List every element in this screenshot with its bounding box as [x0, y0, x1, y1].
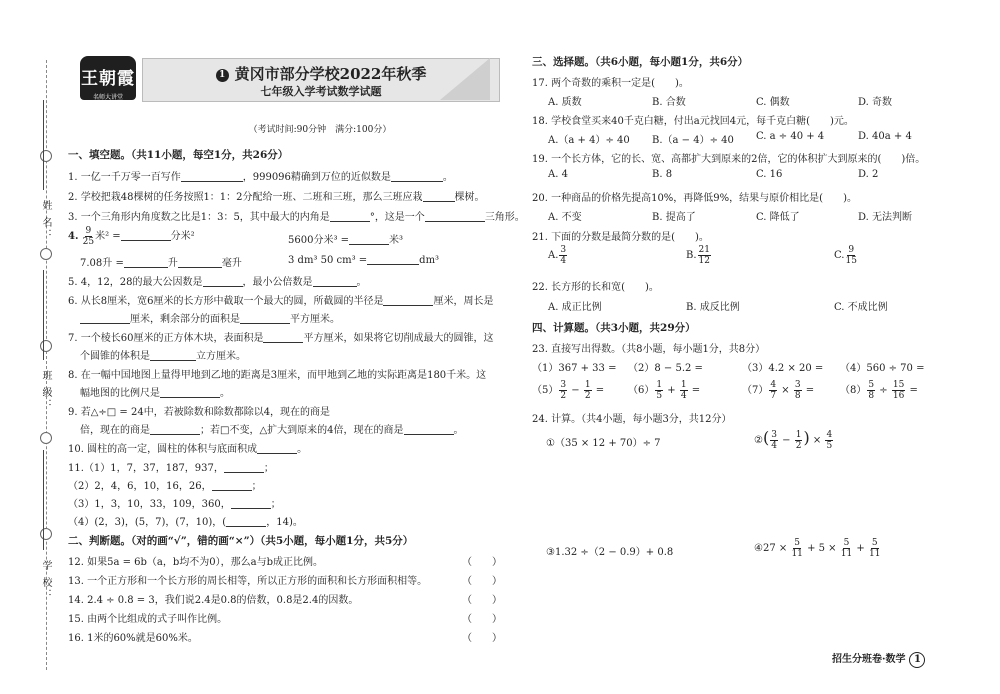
q19-option-a[interactable]: A. 4: [548, 169, 568, 180]
name-label: 姓 名：: [40, 200, 51, 242]
q4d-unit: dm³: [419, 255, 440, 266]
seal-circle: [40, 432, 52, 444]
q11-4-text: （4）(2，3)，(5，7)，(7，10)，(: [68, 517, 227, 528]
q1-blank-1[interactable]: [181, 171, 243, 182]
numerator: 5: [871, 538, 878, 548]
q7-text-d: 立方厘米。: [196, 351, 246, 362]
q6-text-b: 厘米，周长是: [433, 296, 494, 307]
question-2: [68, 188, 485, 203]
fraction: [845, 245, 856, 266]
denominator: 5: [656, 391, 663, 401]
calc-3: （3）4.2 × 20 =: [742, 363, 824, 374]
semicolon: ；: [251, 481, 262, 492]
calc-text: + 5 ×: [807, 543, 837, 554]
seal-circle: [40, 340, 52, 352]
q22-option-b[interactable]: B. 成反比例: [686, 302, 740, 313]
question-11-1: [68, 459, 274, 474]
q10-text: 10. 圆柱的高一定，圆柱的体积与底面积成: [68, 444, 258, 455]
denominator: 11: [791, 549, 803, 559]
q5-blank-1[interactable]: [203, 276, 243, 287]
school-field[interactable]: [43, 450, 44, 550]
seal-circle: [40, 248, 52, 260]
question-22: 22. 长方形的长和宽( )。: [532, 282, 659, 293]
q7-text-c: 个圆锥的体积是: [80, 351, 150, 362]
question-8: [68, 366, 486, 381]
denominator: 11: [840, 549, 853, 559]
numerator: 5: [868, 380, 875, 390]
question-11-3: [68, 495, 281, 510]
numerator: 3: [560, 380, 567, 390]
question-1: [68, 168, 453, 183]
q20-option-b[interactable]: B. 提高了: [652, 212, 696, 223]
question-21: 21. 下面的分数是最简分数的是( )。: [532, 232, 709, 243]
exam-title-text: 黄冈市部分学校2022年秋季: [234, 65, 427, 83]
denominator: 8: [868, 391, 875, 401]
question-23: 23. 直接写出得数。（共8小题，每小题1分，共8分）: [532, 344, 766, 355]
q3-blank-2[interactable]: [425, 211, 485, 222]
q2-text: 2. 学校把栽48棵树的任务按照1：1：2分配给一班、二班和三班，那么三班应栽: [68, 192, 423, 203]
calc-label: ②: [754, 435, 763, 446]
q20-option-d[interactable]: D. 无法判断: [858, 212, 913, 223]
footer-text: 招生分班卷·数学: [832, 654, 906, 665]
q22-option-c[interactable]: C. 不成比例: [834, 302, 888, 313]
fraction: [791, 538, 802, 559]
question-10: [68, 440, 307, 455]
numerator: 4: [770, 380, 777, 390]
compute-1: ①（35 × 12 + 70）÷ 7: [546, 438, 661, 449]
q18-option-c[interactable]: C. a ÷ 40 + 4: [756, 131, 825, 142]
binding-strip: [0, 0, 60, 694]
q2-blank[interactable]: [423, 191, 455, 202]
denominator: 5: [826, 441, 833, 451]
denominator: 8: [794, 391, 801, 401]
question-18: 18. 学校食堂买来40千克白糖，付出a元找回4元，每千克白糖( )元。: [532, 116, 854, 127]
question-7-cont: [80, 347, 246, 362]
q17-option-a[interactable]: A. 质数: [548, 97, 582, 108]
paper-number-badge: 1: [216, 69, 229, 82]
numerator: 3: [771, 430, 777, 440]
q7-text-b: 平方厘米，如果将它切削成最大的圆锥，这: [303, 333, 494, 344]
q8-text: 8. 在一幅中国地图上量得甲地到乙地的距离是3厘米，而甲地到乙地的实际距离是180千米。这: [68, 370, 487, 381]
question-17: 17. 两个奇数的乘积一定是( )。: [532, 78, 689, 89]
fraction: [825, 430, 833, 451]
calc-8: （8） $\frac{5}{8}$ ÷ $\frac{15}{16}$ =: [840, 380, 918, 401]
q19-option-b[interactable]: B. 8: [652, 169, 673, 180]
q5-text-b: ，最小公倍数是: [242, 277, 313, 288]
denominator: 2: [795, 441, 802, 451]
numerator: 4: [826, 430, 833, 440]
fraction: [559, 245, 567, 266]
q17-option-d[interactable]: D. 奇数: [858, 97, 893, 108]
exam-info: （考试时间:90分钟 满分:100分）: [248, 125, 392, 135]
question-6-cont: [80, 310, 340, 325]
judge-answer-13[interactable]: （ ）: [462, 576, 502, 587]
section-3-title: 三、选择题。（共6小题，每小题1分，共6分）: [532, 56, 749, 68]
q4d-blank[interactable]: [367, 254, 419, 265]
q11-2-blank[interactable]: [212, 480, 252, 491]
q6-blank-3[interactable]: [240, 313, 290, 324]
judge-item-14: 14. 2.4 ÷ 0.8 = 3，我们说2.4是0.8的倍数，0.8是2.4的因数。: [68, 595, 359, 606]
q11-1-text: 11.（1）1，7，37，187，937，: [68, 463, 224, 474]
compute-2: ②( $\frac{3}{4}$ − $\frac{1}{2}$ ) × $\frac{4}{5}$: [754, 428, 833, 451]
q11-4-text-b: ，14)。: [266, 517, 303, 528]
q21-option-a[interactable]: [548, 245, 568, 266]
q19-option-c[interactable]: C. 16: [756, 169, 783, 180]
question-24: 24. 计算。（共4小题，每小题3分，共12分）: [532, 414, 732, 425]
calc-label: （8）: [840, 385, 867, 396]
publisher-logo: [80, 56, 136, 100]
calc-7: （7） $\frac{4}{7}$ × $\frac{3}{8}$ =: [742, 380, 815, 401]
section-2-title: 二、判断题。（对的画“√”，错的画“×”）（共5小题，每小题1分，共5分）: [68, 535, 414, 547]
fraction: [698, 245, 711, 266]
q7-text: 7. 一个棱长60厘米的正方体木块，表面积是: [68, 333, 264, 344]
q11-3-blank[interactable]: [231, 498, 271, 509]
calc-text: ④27 ×: [754, 543, 788, 554]
calc-2: （2）8 − 5.2 =: [628, 363, 703, 374]
q7-blank-2[interactable]: [150, 350, 196, 361]
semicolon: ；: [263, 463, 274, 474]
question-4c: [80, 254, 242, 269]
q4c-unit-1: 升: [167, 258, 178, 269]
denominator: 2: [560, 391, 567, 401]
calc-1: （1）367 + 33 =: [532, 363, 617, 374]
question-11-4: [68, 513, 303, 528]
seal-circle: [40, 528, 52, 540]
q4c-blank-1[interactable]: [124, 257, 168, 268]
judge-answer-12[interactable]: （ ）: [462, 557, 502, 568]
q20-option-a[interactable]: A. 不变: [548, 212, 582, 223]
q5-blank-2[interactable]: [313, 276, 357, 287]
question-19: 19. 一个长方体，它的长、宽、高都扩大到原来的2倍，它的体积扩大到原来的( )倍。: [532, 154, 926, 165]
calc-6: （6） $\frac{1}{5}$ + $\frac{1}{4}$ =: [628, 380, 701, 401]
q21-option-b[interactable]: [686, 245, 712, 266]
q6-text-c: 厘米，剩余部分的面积是: [130, 314, 240, 325]
q9-blank-3[interactable]: [404, 424, 454, 435]
section-1-title: 一、填空题。（共11小题，每空1分，共26分）: [68, 149, 289, 161]
semicolon: ；: [270, 499, 281, 510]
q1-blank-2[interactable]: [391, 171, 443, 182]
question-20: 20. 一种商品的价格先提高10%，再降低9%，结果与原价相比是( )。: [532, 193, 857, 204]
q9-text: 9. 若△÷□ = 24中，若被除数和除数都除以4，现在的商是: [68, 407, 331, 418]
question-4b: [288, 231, 403, 246]
q19-option-d[interactable]: D. 2: [858, 169, 879, 180]
question-3: [68, 208, 525, 223]
option-label: B.: [686, 250, 697, 261]
q11-4-blank[interactable]: [226, 516, 266, 527]
question-4a: [68, 226, 195, 247]
exam-subtitle: 七年级入学考试数学试题: [260, 85, 382, 98]
q4-number: 4.: [68, 231, 79, 242]
q4a-text: 米² =: [95, 231, 121, 242]
q9-blank-2[interactable]: [150, 424, 200, 435]
class-label: 班 级：: [40, 370, 51, 412]
q2-text-b: 棵树。: [454, 192, 485, 203]
fraction: [892, 380, 905, 401]
judge-item-13: 13. 一个正方形和一个长方形的周长相等，所以正方形的面积和长方形面积相等。: [68, 576, 428, 587]
q8-blank[interactable]: [160, 387, 220, 398]
q4b-blank[interactable]: [349, 234, 389, 245]
option-label: C.: [834, 250, 845, 261]
numerator: 1: [656, 380, 663, 390]
q5-text-c: 。: [356, 277, 367, 288]
q17-option-b[interactable]: B. 合数: [652, 97, 686, 108]
fraction: [559, 380, 567, 401]
page-footer: [832, 650, 925, 668]
q9-blank-1-wrap: [355, 403, 356, 415]
q11-3-text: （3）1，3，10，33，109，360，: [68, 499, 231, 510]
fraction: [655, 380, 663, 401]
class-field[interactable]: [43, 270, 44, 360]
question-6: [68, 292, 493, 307]
q18-option-b[interactable]: B.（a − 4）÷ 40: [652, 135, 734, 146]
calc-text: +: [856, 543, 865, 554]
question-5: [68, 273, 367, 288]
judge-answer-16[interactable]: （ ）: [462, 633, 502, 644]
q18-option-d[interactable]: D. 40a + 4: [858, 131, 912, 142]
question-9-cont: [80, 421, 464, 436]
q4a-unit: 分米²: [170, 231, 195, 242]
q4c-text: 7.08升 =: [80, 258, 124, 269]
numerator: 1: [795, 430, 802, 440]
fraction: [795, 430, 803, 451]
paren-open: (: [762, 428, 770, 447]
q21-option-c[interactable]: [834, 245, 858, 266]
q5-text: 5. 4，12，28的最大公因数是: [68, 277, 203, 288]
school-label: 学 校：: [40, 560, 51, 602]
q3-text-b: °，这是一个: [369, 212, 425, 223]
q4c-blank-2[interactable]: [178, 257, 222, 268]
q18-option-a[interactable]: A.（a + 4）÷ 40: [548, 135, 630, 146]
paren-close: ): [803, 428, 810, 447]
judge-item-12: 12. 如果5a = 6b（a，b均不为0），那么a与b成正比例。: [68, 557, 323, 568]
q6-blank-2[interactable]: [80, 313, 130, 324]
compute-4: [754, 538, 881, 559]
q8-text-b: 幅地图的比例尺是: [80, 388, 160, 399]
name-field[interactable]: [43, 100, 44, 190]
denominator: 7: [770, 391, 777, 401]
calc-5: （5） $\frac{3}{2}$ − $\frac{1}{2}$ =: [532, 380, 605, 401]
section-4-title: 四、计算题。（共3小题，共29分）: [532, 322, 696, 334]
q4a-blank[interactable]: [121, 230, 171, 241]
numerator: 1: [680, 380, 687, 390]
denominator: 4: [771, 441, 777, 451]
q4c-unit-2: 毫升: [221, 258, 242, 269]
numerator: 5: [794, 538, 801, 548]
logo-text: 王朝霞: [81, 69, 135, 89]
fraction: [83, 226, 94, 247]
denominator: 12: [698, 256, 710, 266]
option-label: A.: [548, 250, 559, 261]
fraction: [680, 380, 688, 401]
q17-option-c[interactable]: C. 偶数: [756, 97, 790, 108]
q6-text-d: 平方厘米。: [290, 314, 340, 325]
calc-label: （7）: [742, 385, 769, 396]
q1-text: 1. 一亿一千万零一百写作: [68, 172, 181, 183]
question-7: [68, 329, 493, 344]
judge-answer-15[interactable]: （ ）: [462, 614, 502, 625]
fraction: [770, 430, 778, 451]
q1-text-b: ，999096精确到万位的近似数是: [242, 172, 391, 183]
q9-text-c: 倍，现在的商是: [80, 425, 150, 436]
q20-option-c[interactable]: C. 降低了: [756, 212, 800, 223]
q22-option-a[interactable]: A. 成正比例: [548, 302, 602, 313]
judge-item-15: 15. 由两个比组成的式子叫作比例。: [68, 614, 228, 625]
seal-circle: [40, 150, 52, 162]
numerator: 1: [584, 380, 591, 390]
q9-text-e: 。: [453, 425, 464, 436]
question-9: [68, 403, 330, 418]
fraction: [769, 380, 777, 401]
q11-2-text: （2）2，4，6，10，16，26，: [68, 481, 212, 492]
denominator: 16: [892, 391, 905, 401]
compute-3: ③1.32 ÷（2 − 0.9）+ 0.8: [546, 547, 674, 558]
q3-text-c: 三角形。: [484, 212, 525, 223]
numerator: 21: [698, 245, 710, 255]
question-4d: [288, 254, 439, 266]
denominator: 4: [560, 256, 567, 266]
q4b-text: 5600分米³ =: [288, 235, 350, 246]
numerator: 5: [843, 538, 850, 548]
numerator: 3: [794, 380, 801, 390]
fraction: [867, 380, 875, 401]
denominator: 2: [584, 391, 591, 401]
q7-blank-1[interactable]: [263, 332, 303, 343]
calc-label: （5）: [532, 385, 559, 396]
question-8-cont: [80, 384, 230, 399]
q3-text: 3. 一个三角形内角度数之比是1：3：5，其中最大的内角是: [68, 212, 330, 223]
fraction: [584, 380, 592, 401]
numerator: 9: [85, 226, 92, 236]
q4b-unit: 米³: [389, 235, 404, 246]
q8-text-c: 。: [220, 388, 230, 399]
q10-blank[interactable]: [257, 443, 297, 454]
denominator: 11: [868, 549, 881, 559]
q6-blank-1[interactable]: [383, 295, 433, 306]
page-number: 1: [909, 652, 925, 668]
q1-text-c: 。: [442, 172, 453, 183]
denominator: 4: [680, 391, 687, 401]
calc-label: （6）: [628, 385, 655, 396]
logo-subtext: 名师大讲堂: [92, 94, 123, 101]
judge-item-16: 16. 1米的60%就是60%米。: [68, 633, 198, 644]
q6-text: 6. 从长8厘米，宽6厘米的长方形中截取一个最大的圆，所截圆的半径是: [68, 296, 384, 307]
numerator: 15: [892, 380, 905, 390]
ruler-decoration: [440, 58, 490, 100]
denominator: 25: [82, 237, 95, 247]
fraction: [869, 538, 880, 559]
judge-answer-14[interactable]: （ ）: [462, 595, 502, 606]
fraction: [794, 380, 802, 401]
q9-text-d: ；若□不变，△扩大到原来的4倍，现在的商是: [200, 425, 404, 436]
denominator: 15: [845, 256, 857, 266]
q11-1-blank[interactable]: [224, 462, 264, 473]
q10-text-b: 。: [297, 444, 308, 455]
fraction: [841, 538, 852, 559]
q3-blank-1[interactable]: [330, 211, 370, 222]
numerator: 9: [848, 245, 855, 255]
q4d-text: 3 dm³ 50 cm³ =: [288, 255, 368, 266]
calc-4: （4）560 ÷ 70 =: [840, 363, 925, 374]
question-11-2: [68, 477, 262, 492]
numerator: 3: [560, 245, 567, 255]
